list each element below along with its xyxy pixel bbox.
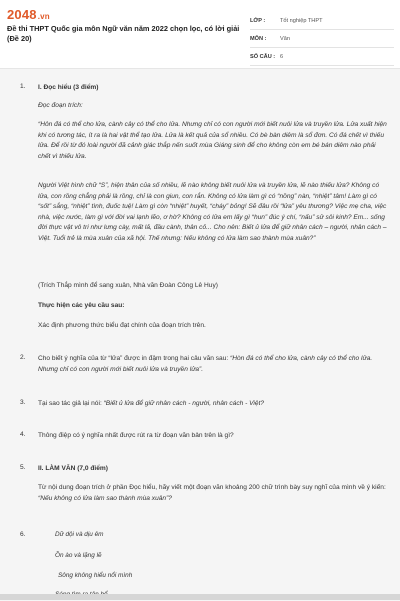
meta-value: Tốt nghiệp THPT	[280, 17, 323, 24]
question-1-text: Xác định phương thức biểu đạt chính của đoạn trích trên.	[38, 322, 206, 329]
meta-value: 6	[280, 53, 284, 60]
meta-key: MÔN :	[250, 35, 267, 42]
meta-value: Văn	[280, 35, 290, 42]
poem-line: Sông không hiểu nổi mình	[58, 572, 133, 579]
task-heading: Thực hiện các yêu cầu sau:	[38, 302, 125, 309]
exam-meta-table	[250, 12, 394, 66]
meta-key: SỐ CÂU :	[250, 53, 276, 60]
poem-line: Dữ dội và dịu êm	[55, 531, 104, 538]
question-4-text: Thông điệp có ý nghĩa nhất được rút ra từ đoạn văn bản trên là gì?	[38, 432, 234, 439]
section-heading-reading: I. Đọc hiểu (3 điểm)	[38, 84, 99, 91]
site-logo[interactable]: 2048.vn	[7, 7, 50, 22]
meta-row-subject	[250, 30, 394, 48]
section-heading-writing: II. LÀM VĂN (7,0 điểm)	[38, 465, 108, 472]
question-5-text: Từ nội dung đoạn trích ở phần Đọc hiểu, hãy viết một đoạn văn khoảng 200 chữ trình bày suy nghĩ của mình về ý kiến: “Nếu không có lửa làm sao thành mùa xuân”?	[38, 484, 386, 502]
question-number: 1.	[20, 83, 26, 90]
passage-source: (Trích Thắp mình để sang xuân, Nhà văn Đoàn Công Lê Huy)	[38, 282, 218, 289]
meta-key: LỚP :	[250, 17, 266, 24]
header	[0, 0, 400, 62]
question-number: 2.	[20, 354, 26, 361]
question-2-text: Cho biết ý nghĩa của từ “lửa” được in đậm trong hai câu văn sau: “Hòn đá có thể cho lửa, cành cây có thể cho lửa. Nhưng chỉ có con người mới biết nuôi lửa và truyền lửa”.	[38, 355, 373, 373]
meta-row-question-count	[250, 48, 394, 66]
question-number: 5.	[20, 464, 26, 471]
poem-line: Ồn ào và lặng lẽ	[55, 552, 102, 559]
page-title: Đề thi THPT Quốc gia môn Ngữ văn năm 2022 chọn lọc, có lời giải (Đề 20)	[7, 24, 240, 43]
question-number: 6.	[20, 531, 26, 538]
question-3-text: Tại sao tác giả lại nói: “Biết ủ lửa để giữ nhân cách - người, nhân cách - Việt?	[38, 400, 265, 407]
passage-paragraph-1: “Hôn đá có thể cho lửa, cành cây có thể cho lửa. Nhưng chỉ có con người mới biết nuôi lửa và truyền lửa. Lửa xuất hiện khi có tương tác, ít ra là hai vật thể tạo lửa. Lửa là kết quả của sổ nhiều. Có bè bàn diêm là sổ đơn. Có đá chết vì thiếu lửa. Để rồi từ đó loài người đã cảnh giác thắp nến suốt mùa Giáng sinh để cho không còn em bé bán diêm nào phải chết vì thiếu lửa.	[38, 121, 387, 160]
bottom-scroll-edge	[0, 594, 400, 600]
meta-row-class	[250, 12, 394, 30]
question-number: 3.	[20, 399, 26, 406]
question-number: 4.	[20, 431, 26, 438]
passage-paragraph-2: Người Việt hình chữ “S”, hiện thân của số nhiều, lẽ nào không biết nuôi lửa và truyền lửa, lẽ nào thiếu lửa? Không có lửa, con rồng chẳng phải là rồng, chỉ là con giun, con rắn. Không có lửa làm gì có “nồng” nàn, “nhiệt” tâm! Làm gì có “sốt” sắng, “nhiệt” tình, đuốc tuệ! Làm gì còn “nhiệt” huyết, “cháy” bỏng! Sẽ đâu rồi “lửa” yêu thương? Việc mẹ cha, việc nhà, việc nước, làm gì với đời vai lạnh lẽo, ơ hờ? Không có lửa em lấy gì “hun” đúc ý chí, “nấu” sử sôi kinh? Em... sống đời thực vật vô tri như lưng cày, mất lả, đầu cành, thân cỏ... Cho nên: Biết ủ lửa để giữ nhân cách – người, nhân cách – Việt. Tuổi trẻ là mùa xuân của xã hội. Thế nhưng: Nếu không có lửa làm sao thành mùa xuân?”	[38, 182, 387, 242]
exam-content	[0, 68, 400, 601]
reading-intro: Đọc đoạn trích:	[38, 102, 83, 109]
